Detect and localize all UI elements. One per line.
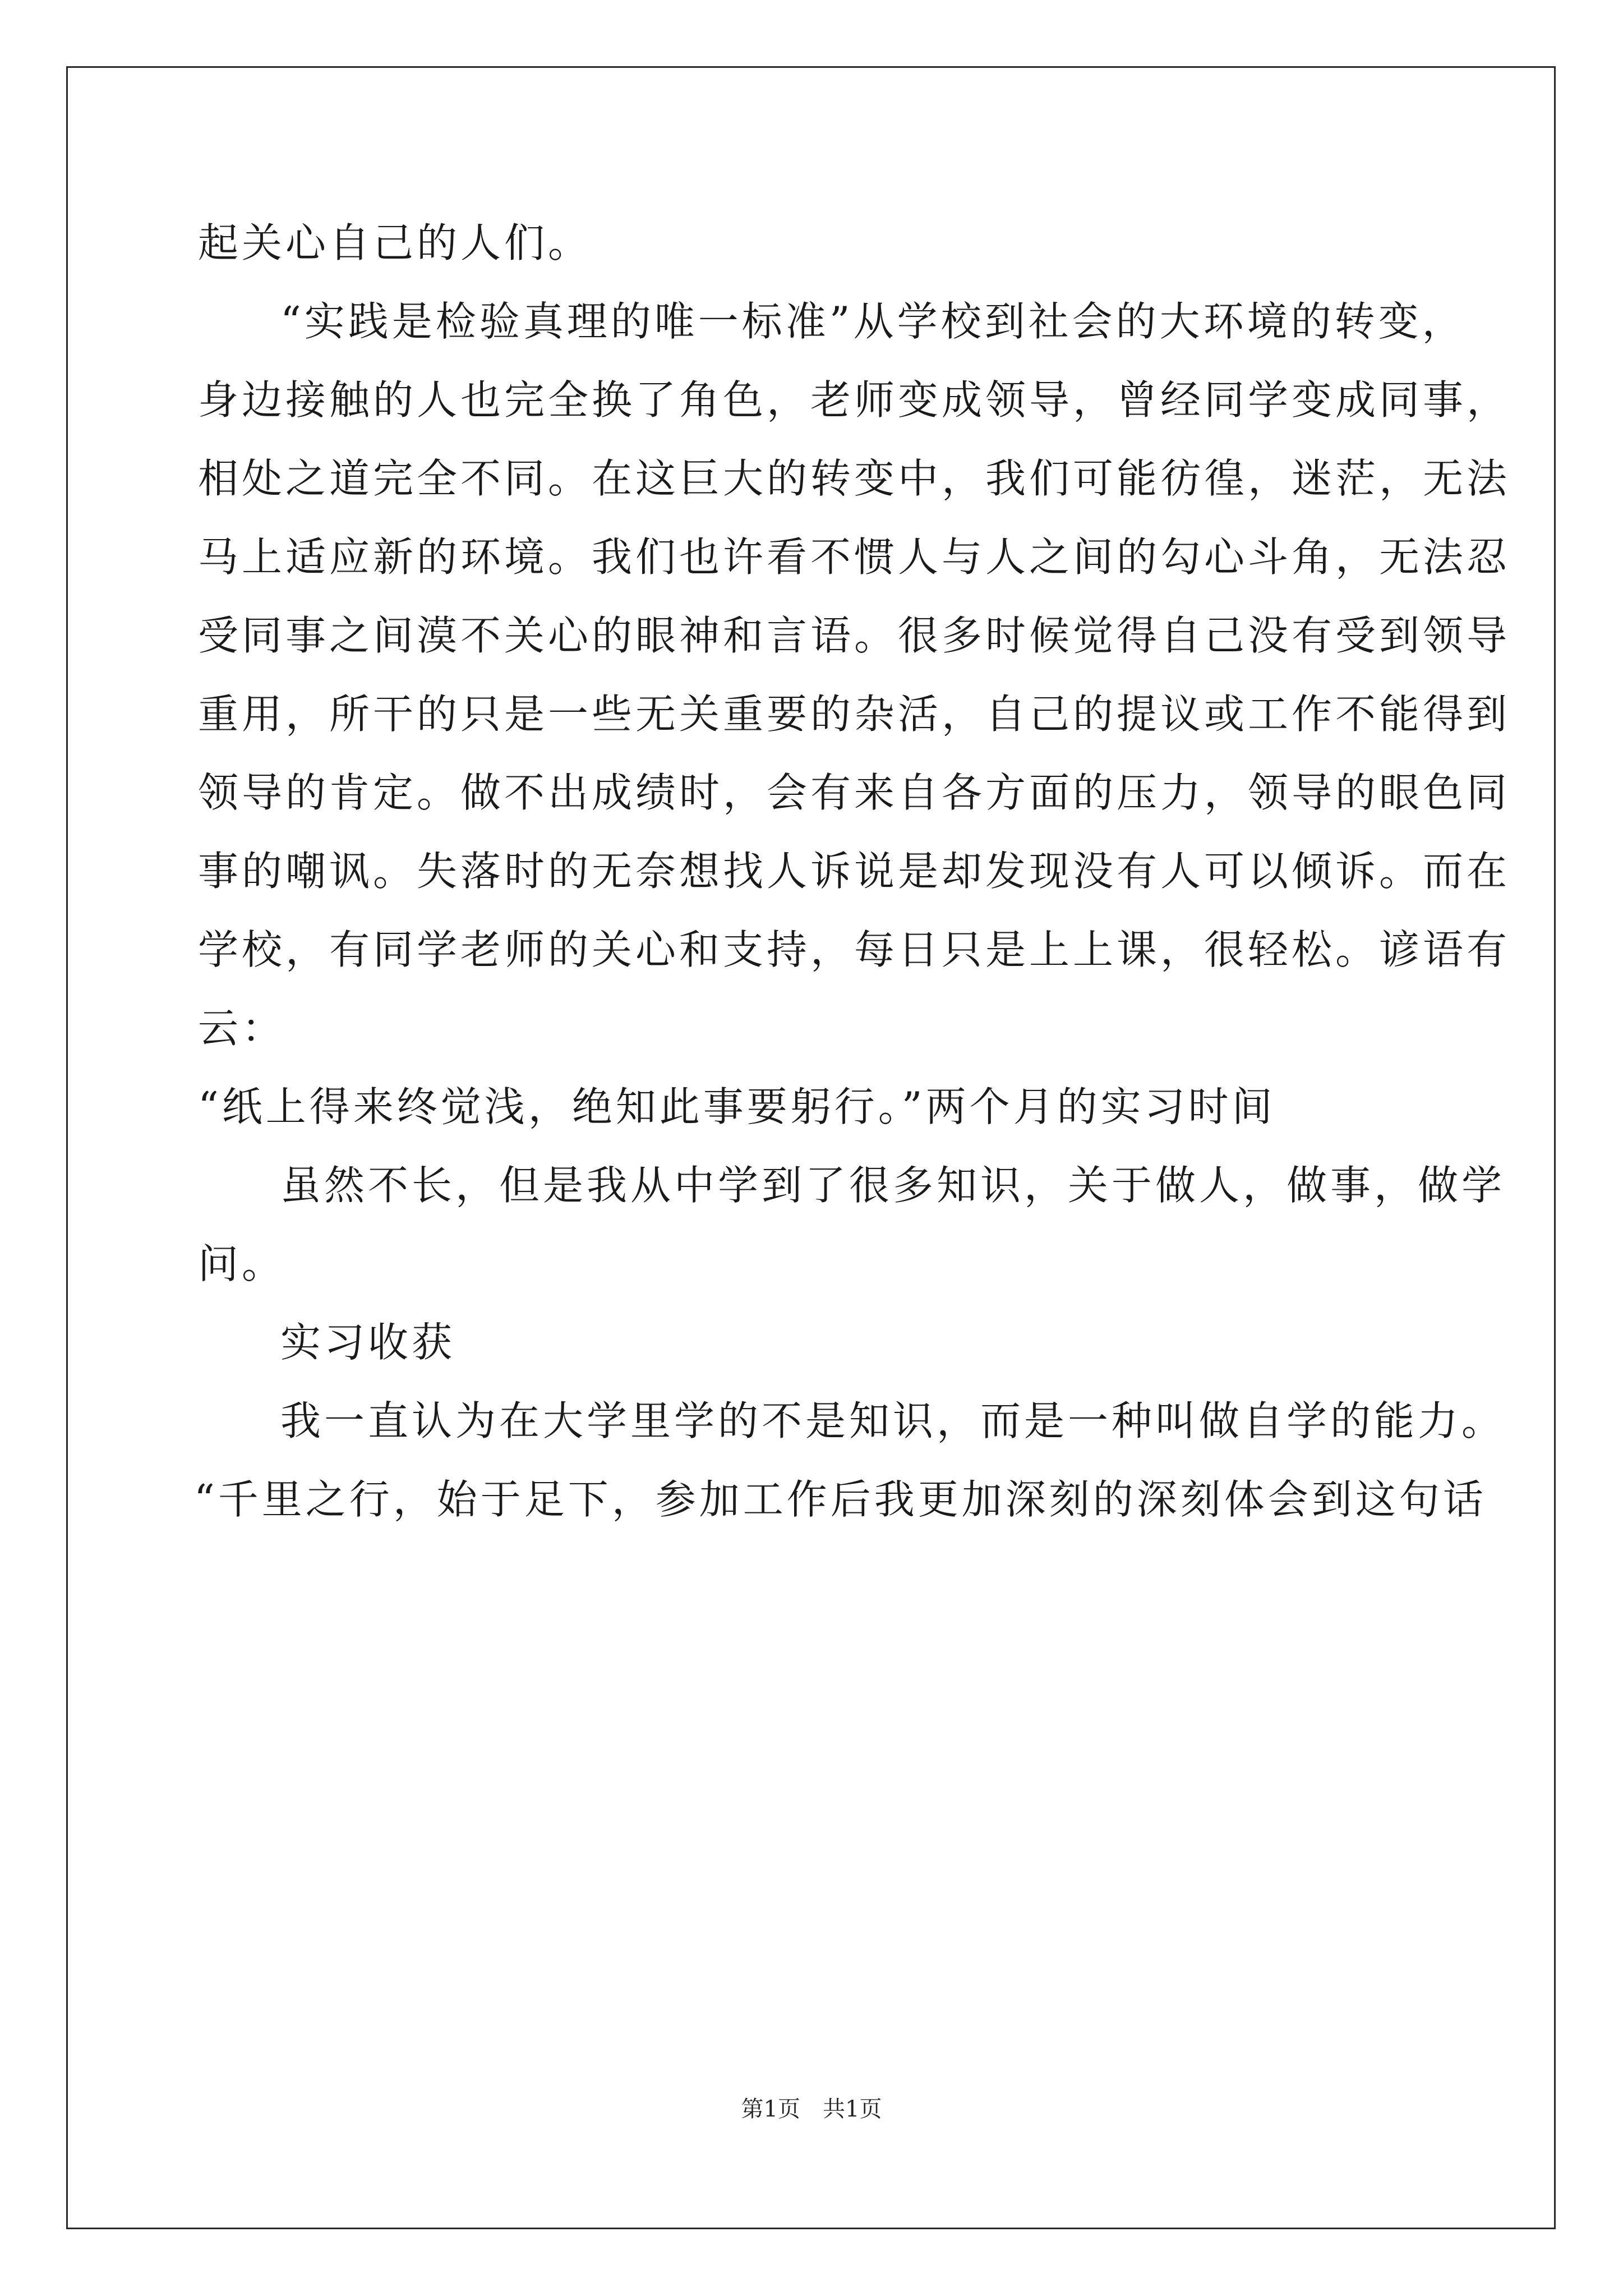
text-line: 学校，有同学老师的关心和支持，每日只是上上课，很轻松。谚语有 [198, 926, 1511, 973]
text-line: 我一直认为在大学里学的不是知识，而是一种叫做自学的能力。 [280, 1397, 1506, 1444]
text-line: 起关心自己的人们。 [198, 219, 592, 266]
page-number-footer: 第1页 共1页 [741, 2096, 882, 2122]
text-line: “千里之行，始于足下，参加工作后我更加深刻的深刻体会到这句话 [194, 1476, 1487, 1523]
text-line: 相处之道完全不同。在这巨大的转变中，我们可能彷徨，迷茫，无法 [198, 455, 1511, 502]
text-line: 问。 [198, 1240, 286, 1287]
text-line: 云： [198, 1005, 286, 1052]
text-line: 身边接触的人也完全换了角色，老师变成领导，曾经同学变成同事， [198, 376, 1511, 424]
text-line: 重用，所干的只是一些无关重要的杂活，自己的提议或工作不能得到 [198, 691, 1511, 738]
text-line: 马上适应新的环境。我们也许看不惯人与人之间的勾心斗角，无法忍 [198, 533, 1511, 581]
text-line: “实践是检验真理的唯一标准”从学校到社会的大环境的转变， [280, 298, 1466, 345]
text-line: 受同事之间漠不关心的眼神和言语。很多时候觉得自己没有受到领导 [198, 612, 1511, 659]
text-line: “纸上得来终觉浅，绝知此事要躬行。”两个月的实习时间 [198, 1083, 1276, 1130]
text-line: 领导的肯定。做不出成绩时，会有来自各方面的压力，领导的眼色同 [198, 769, 1511, 816]
section-heading: 实习收获 [280, 1319, 456, 1366]
text-line: 事的嘲讽。失落时的无奈想找人诉说是却发现没有人可以倾诉。而在 [198, 848, 1511, 895]
text-line: 虽然不长，但是我从中学到了很多知识，关于做人，做事，做学 [280, 1162, 1506, 1209]
